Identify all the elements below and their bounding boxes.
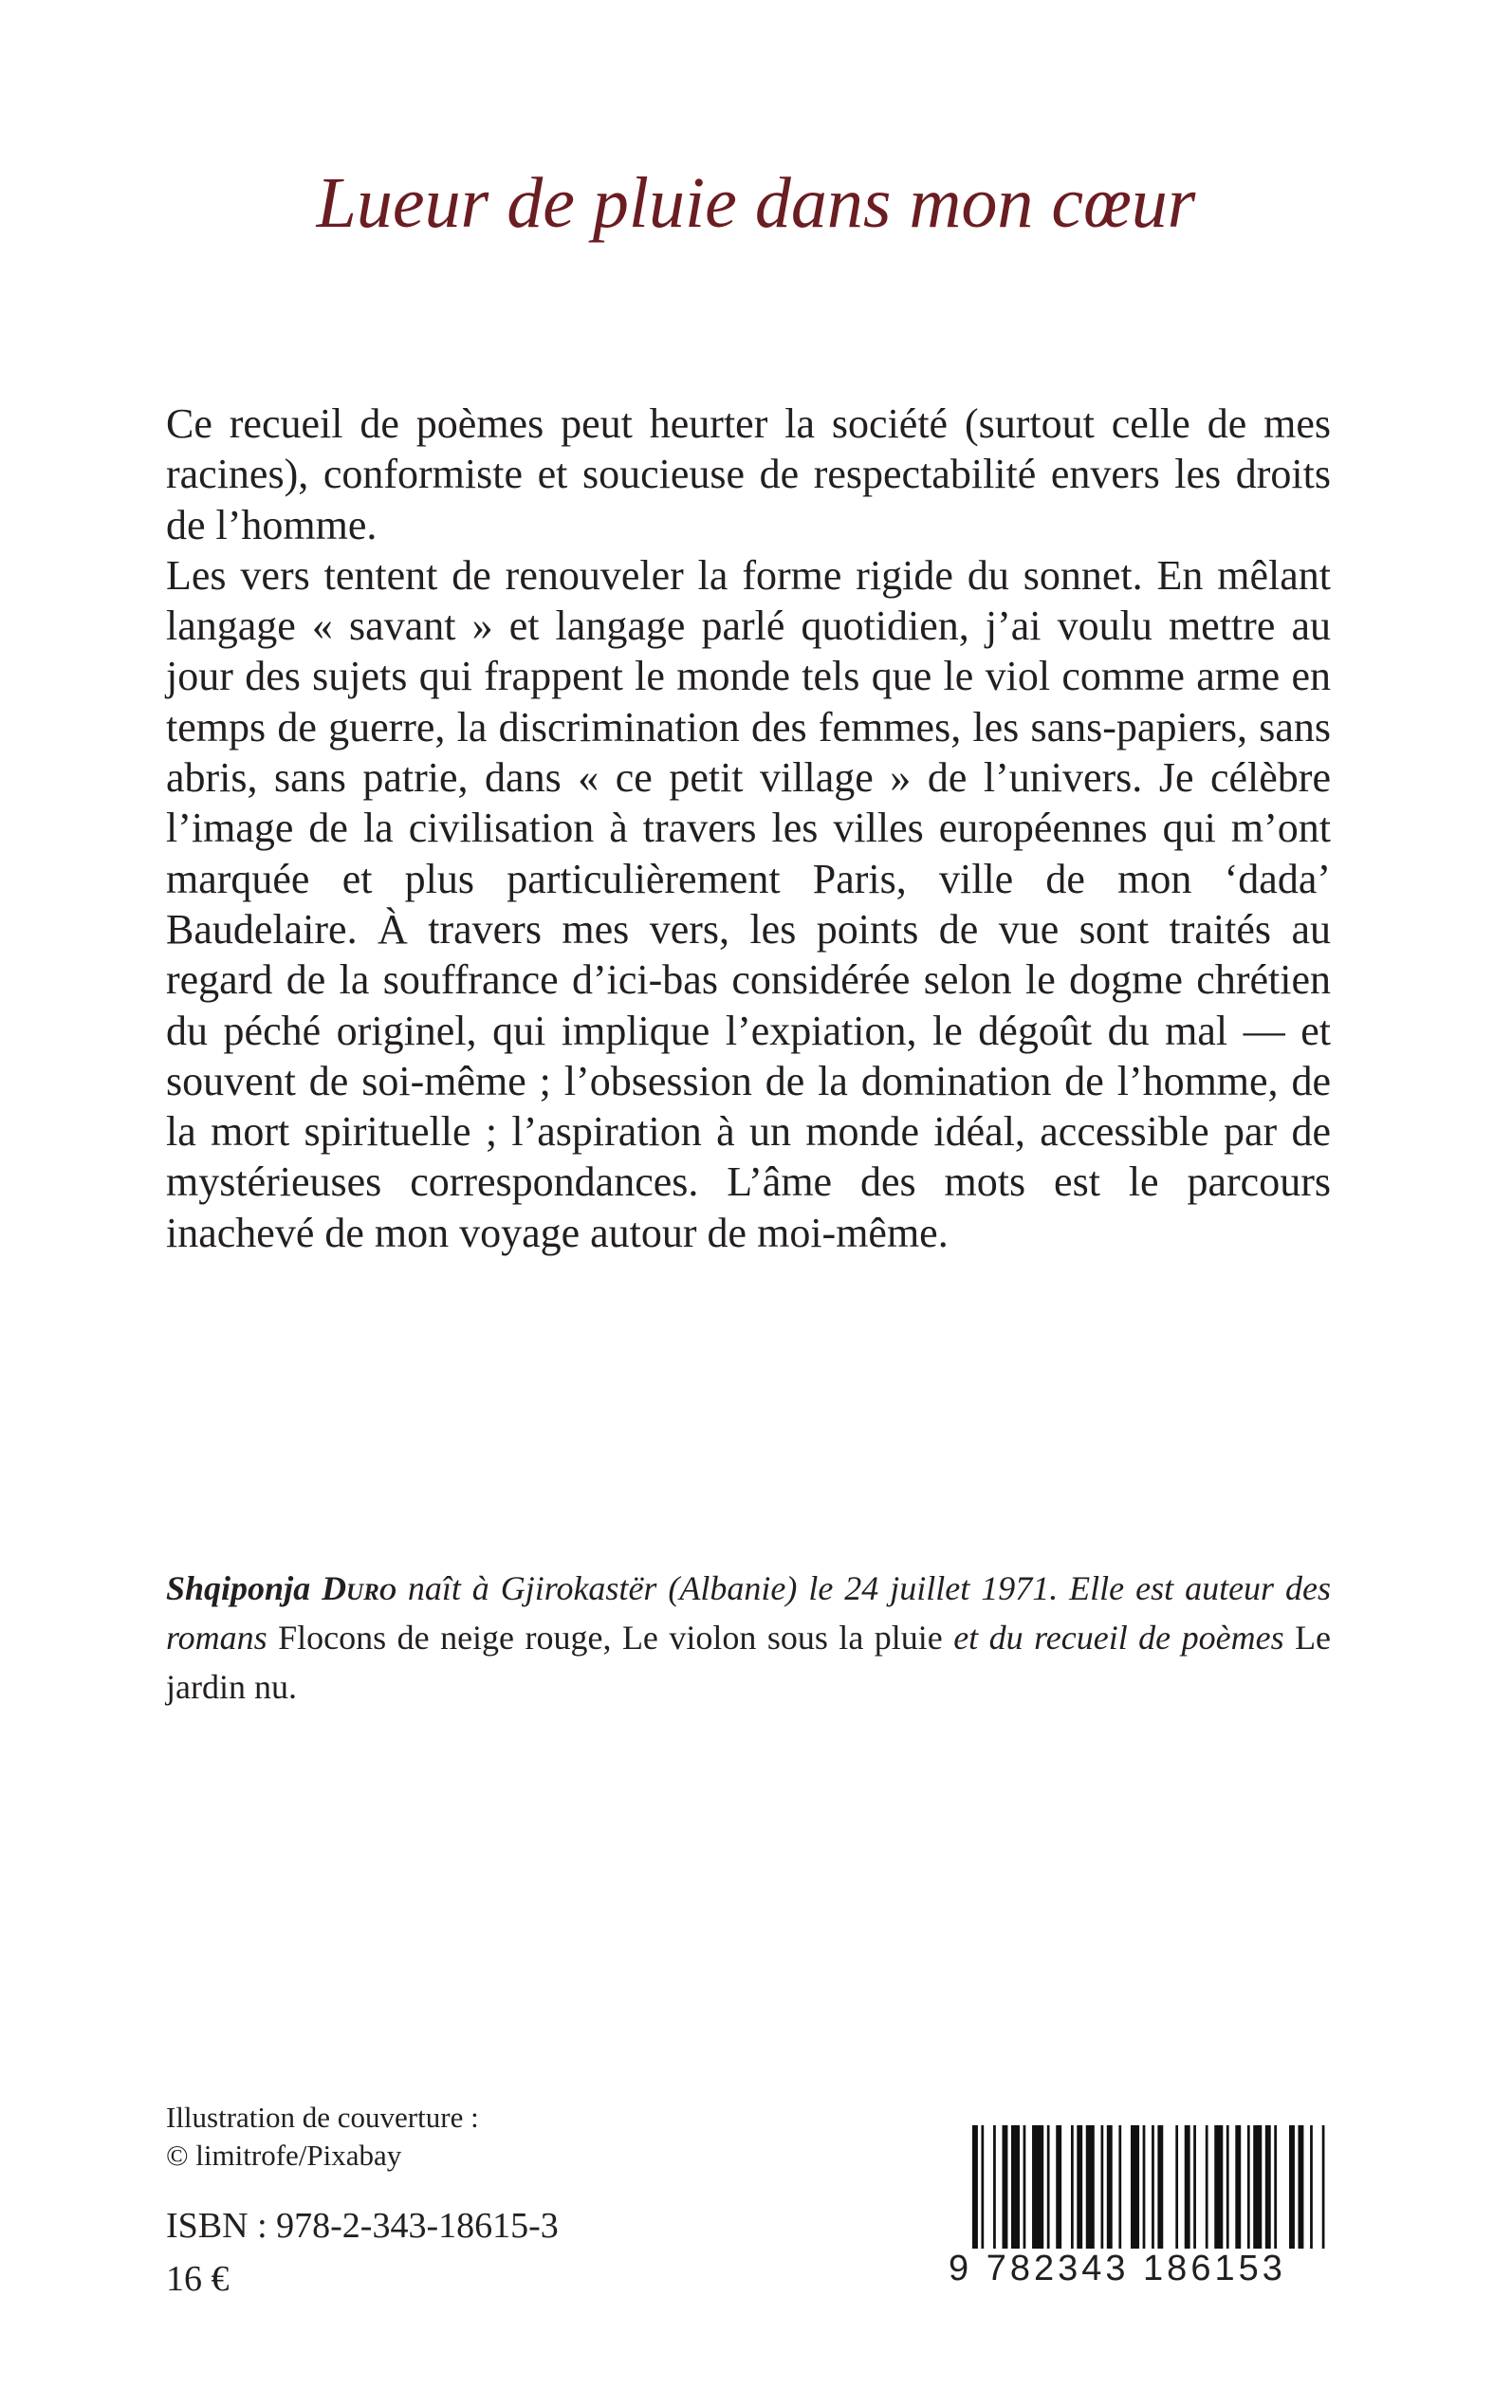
barcode-bar — [1023, 2125, 1026, 2249]
barcode-bar — [1298, 2125, 1303, 2249]
barcode-bar — [981, 2125, 984, 2249]
barcode-bar — [1247, 2125, 1250, 2249]
barcode-bar — [1214, 2125, 1223, 2249]
bio-book-1: Flocons de neige rouge, — [278, 1619, 612, 1657]
price: 16 € — [166, 2259, 230, 2299]
author-last-name: Duro — [322, 1569, 396, 1607]
bio-text-1: naît à Gjirokastër (Albanie) le 24 juillet 1971. Elle est auteur des romans — [166, 1569, 1332, 1657]
barcode-bar — [1003, 2125, 1008, 2249]
cover-credit — [166, 2099, 479, 2175]
barcode-bar — [1274, 2125, 1277, 2249]
barcode-bar — [1077, 2125, 1082, 2249]
barcode-bar — [1310, 2125, 1313, 2249]
barcode-bar — [1101, 2125, 1104, 2249]
barcode-bar — [1071, 2125, 1074, 2249]
author-first-name: Shqiponja — [166, 1569, 311, 1607]
barcode-bar — [1193, 2125, 1196, 2249]
barcode-bar — [1131, 2125, 1139, 2249]
credit-value: © limitrofe/Pixabay — [166, 2139, 402, 2172]
barcode-bar — [1086, 2125, 1095, 2249]
barcode-bar — [1152, 2125, 1154, 2249]
barcode-bar — [1143, 2125, 1146, 2249]
barcode-digits: 9 782343 186153 — [949, 2249, 1286, 2288]
isbn: ISBN : 978-2-343-18615-3 — [166, 2206, 559, 2246]
blurb-paragraph-1: Ce recueil de poèmes peut heurter la société (surtout celle de mes racines), conformiste et soucieuse de respectabilité envers les droits de l’homme. — [166, 400, 1331, 548]
back-cover-blurb — [166, 398, 1331, 1258]
barcode-bar — [1322, 2125, 1325, 2249]
credit-label: Illustration de couverture : — [166, 2101, 479, 2134]
barcode-bar — [1011, 2125, 1020, 2249]
barcode-bar — [972, 2125, 978, 2249]
barcode-bar — [1157, 2125, 1163, 2249]
bio-book-3: Le jardin nu. — [166, 1619, 1332, 1706]
barcode-bar — [1175, 2125, 1178, 2249]
barcode-bar — [1235, 2125, 1241, 2249]
barcode-bar — [993, 2125, 996, 2249]
barcode-bar — [1185, 2125, 1190, 2249]
barcode-bar — [1107, 2125, 1113, 2249]
barcode-bar — [1032, 2125, 1043, 2249]
barcode-bar — [1253, 2125, 1262, 2249]
barcode-bar — [1289, 2125, 1295, 2249]
author-bio — [166, 1564, 1331, 1712]
book-title: Lueur de pluie dans mon cœur — [316, 163, 1196, 243]
barcode-bar — [1047, 2125, 1050, 2249]
barcode-bar — [1056, 2125, 1061, 2249]
barcode-bar — [1226, 2125, 1229, 2249]
bio-text-2: et du recueil de poèmes — [953, 1619, 1284, 1657]
barcode-bar — [1206, 2125, 1208, 2249]
barcode-bar — [1265, 2125, 1271, 2249]
bio-book-2: Le violon sous la pluie — [621, 1619, 943, 1657]
barcode-bars — [972, 2125, 1328, 2249]
barcode-bar — [1118, 2125, 1121, 2249]
blurb-paragraph-2: Les vers tentent de renouveler la forme rigide du sonnet. En mêlant langage « savant » et langage parlé quotidien, j’ai voulu mettre au jour des sujets qui frappent le monde tels que le viol comme arme en temps de guerre, la discrimination des femmes, les sans-papiers, sans abris, sans patrie, dans « ce petit village » de l’univers. Je célèbre l’image de la civilisation à travers les villes européennes qui m’ont marquée et plus particulièrement Paris, ville de mon ‘dada’ Baudelaire. À travers mes vers, les points de vue sont traités au regard de la souffrance d’ici-bas considérée selon le dogme chrétien du péché originel, qui implique l’expiation, le dégoût du mal — et souvent de soi-même ; l’obsession de la domination de l’homme, de la mort spirituelle ; l’aspiration à un monde idéal, accessible par de mystérieuses correspondances. L’âme des mots est le parcours inachevé de mon voyage autour de moi-même. — [166, 551, 1331, 1256]
